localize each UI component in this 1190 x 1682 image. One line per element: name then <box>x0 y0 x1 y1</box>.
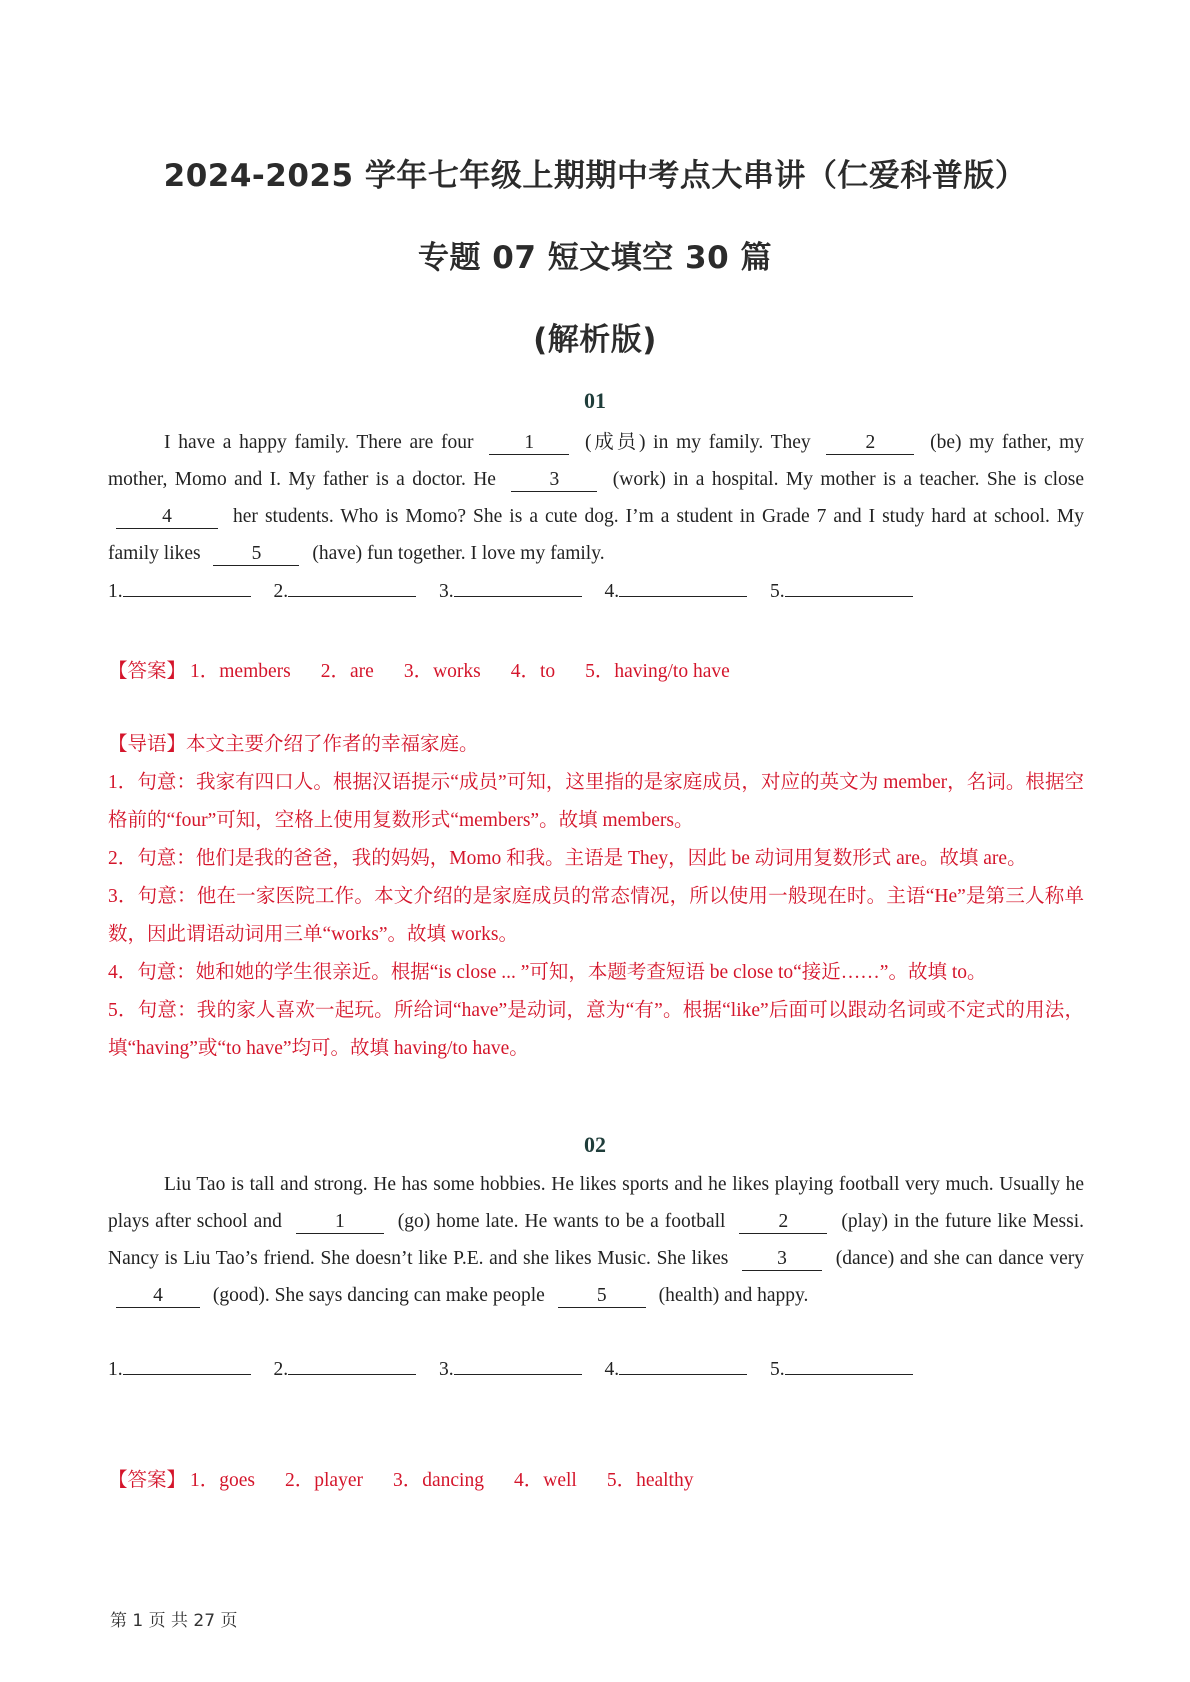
passage-segment: Liu Tao is tall and strong. He has some hobbies. He likes sports and he likes playing football very much. Usually he plays after school and <box>108 1174 1084 1232</box>
blank-3: 3 <box>742 1248 822 1271</box>
explanation-intro: 【导语】本文主要介绍了作者的幸福家庭。 <box>108 734 479 755</box>
answer-blanks <box>108 1356 931 1381</box>
explanation-item: 2．句意：他们是我的爸爸，我的妈妈，Momo 和我。主语是 They，因此 be 动词用复数形式 are。故填 are。 <box>108 848 1027 869</box>
answer-slot[interactable]: 3. <box>439 1356 582 1381</box>
answer-slot[interactable]: 5. <box>770 578 913 603</box>
answer-key <box>108 655 760 683</box>
document-title: 2024-2025 学年七年级上期期中考点大串讲（仁爱科普版） <box>163 158 1027 194</box>
document-edition: (解析版) <box>533 322 657 358</box>
answer-slot[interactable]: 2. <box>274 1356 417 1381</box>
document-subtitle: 专题 07 短文填空 30 篇 <box>418 240 772 276</box>
explanation-item: 5．句意：我的家人喜欢一起玩。所给词“have”是动词，意为“有”。根据“like”后面可以跟动名词或不定式的用法，填“having”或“to have”均可。故填 having/to have。 <box>108 1000 1084 1059</box>
section-number: 01 <box>584 388 606 413</box>
answer-label: 【答案】 <box>108 1470 187 1491</box>
passage-segment: (go) home late. He wants to be a football <box>397 1211 726 1232</box>
answer-item: 4．to <box>510 661 556 682</box>
passage-segment: (work) in a hospital. My mother is a teacher. She is close <box>612 469 1085 490</box>
explanation <box>108 726 1084 1068</box>
answer-slot[interactable]: 3. <box>439 578 582 603</box>
page-number: 第 1 页 共 27 页 <box>110 1611 238 1631</box>
blank-2: 2 <box>826 432 914 455</box>
answer-item: 3．works <box>403 661 481 682</box>
answer-item: 2．player <box>285 1470 363 1491</box>
answer-slot[interactable]: 1. <box>108 578 251 603</box>
passage-segment: (成员) in my family. They <box>584 432 811 453</box>
answer-slot[interactable]: 2. <box>274 578 417 603</box>
answer-item: 1．members <box>190 661 291 682</box>
blank-3: 3 <box>511 469 597 492</box>
answer-item: 1．goes <box>190 1470 256 1491</box>
blank-4: 4 <box>116 1285 200 1308</box>
blank-1: 1 <box>489 432 569 455</box>
answer-blanks <box>108 578 931 603</box>
passage-segment: her students. Who is Momo? She is a cute dog. I’m a student in Grade 7 and I study hard at school. My family likes <box>108 506 1085 564</box>
answer-key <box>108 1464 723 1492</box>
answer-slot[interactable]: 4. <box>605 1356 748 1381</box>
blank-1: 1 <box>296 1211 384 1234</box>
passage-segment: (good). She says dancing can make people <box>212 1285 545 1306</box>
blank-5: 5 <box>558 1285 646 1308</box>
answer-item: 3．dancing <box>393 1470 484 1491</box>
blank-5: 5 <box>213 543 299 566</box>
answer-label: 【答案】 <box>108 661 187 682</box>
passage-segment: (have) fun together. I love my family. <box>312 543 605 564</box>
answer-item: 5．healthy <box>606 1470 694 1491</box>
passage-segment: (be) my father, my mother, Momo and I. My father is a doctor. He <box>108 432 1085 490</box>
passage-segment: I have a happy family. There are four <box>164 432 474 453</box>
answer-item: 4．well <box>513 1470 577 1491</box>
passage-text <box>108 424 1084 572</box>
answer-item: 2．are <box>320 661 374 682</box>
explanation-item: 3．句意：他在一家医院工作。本文介绍的是家庭成员的常态情况，所以使用一般现在时。主语“He”是第三人称单数，因此谓语动词用三单“works”。故填 works。 <box>108 886 1084 945</box>
section-number: 02 <box>584 1132 606 1157</box>
answer-slot[interactable]: 4. <box>605 578 748 603</box>
passage-segment: (play) in the future like Messi. Nancy is Liu Tao’s friend. She doesn’t like P.E. and she likes Music. She likes <box>108 1211 1085 1269</box>
answer-slot[interactable]: 1. <box>108 1356 251 1381</box>
passage-segment: (dance) and she can dance very <box>835 1248 1085 1269</box>
answer-item: 5．having/to have <box>585 661 730 682</box>
blank-4: 4 <box>116 506 218 529</box>
explanation-item: 4．句意：她和她的学生很亲近。根据“is close ... ”可知，本题考查短语 be close to“接近……”。故填 to。 <box>108 962 987 983</box>
passage-text <box>108 1166 1084 1314</box>
explanation-item: 1．句意：我家有四口人。根据汉语提示“成员”可知，这里指的是家庭成员，对应的英文为 member，名词。根据空格前的“four”可知，空格上使用复数形式“members”。故填 members。 <box>108 772 1084 831</box>
blank-2: 2 <box>739 1211 827 1234</box>
passage-segment: (health) and happy. <box>658 1285 809 1306</box>
answer-slot[interactable]: 5. <box>770 1356 913 1381</box>
